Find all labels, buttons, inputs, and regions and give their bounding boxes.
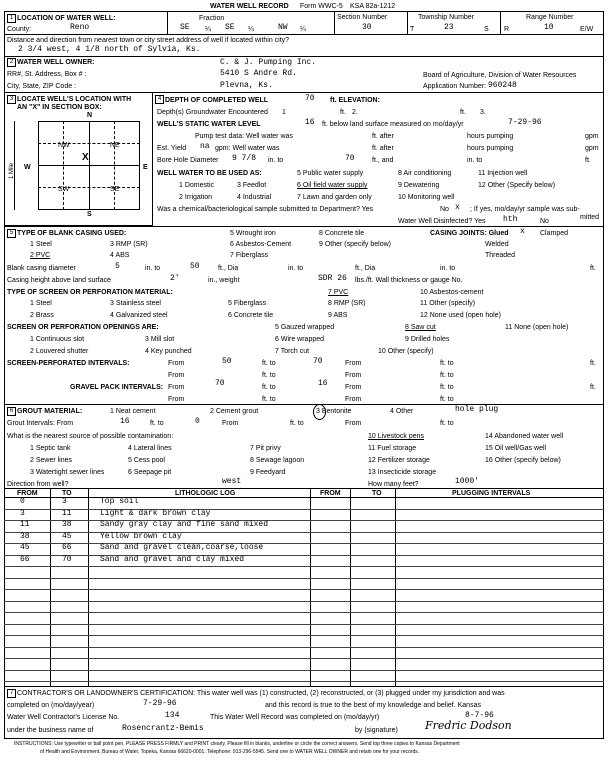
quad-ne: NE (110, 142, 120, 149)
casing-label: TYPE OF BLANK CASING USED: (17, 230, 127, 237)
fraction-label: Fraction (199, 15, 225, 22)
gp-from[interactable]: 70 (215, 379, 225, 388)
screen-11[interactable]: 11 Other (specify) (420, 300, 476, 307)
divider (407, 11, 408, 34)
compass-w: W (24, 164, 31, 171)
quarter-3: ¼ (300, 26, 306, 33)
log-from[interactable]: 0 (20, 497, 25, 506)
screen-label: TYPE OF SCREEN OR PERFORATION MATERIAL: (7, 289, 173, 296)
depth-label: DEPTH OF COMPLETED WELL (165, 97, 269, 104)
log-from[interactable]: 38 (20, 532, 30, 541)
log-header-from: FROM (17, 490, 38, 497)
section-1-number: 1 (7, 14, 16, 23)
divider (4, 497, 604, 498)
use-8[interactable]: 8 Air conditioning (398, 170, 452, 177)
screen-6[interactable]: 6 Concrete tile (228, 312, 274, 319)
gp-from-4-label: From (345, 396, 362, 403)
cont-3[interactable]: 3 Watertight sewer lines (30, 469, 105, 476)
divider (38, 143, 140, 144)
log-header-lithologic: LITHOLOGIC LOG (175, 490, 236, 497)
screen-1[interactable]: 1 Steel (30, 300, 52, 307)
casing-6[interactable]: 6 Asbestos-Cement (230, 241, 292, 248)
log-lithology[interactable]: Sandy gray clay and fine sand mixed (100, 520, 269, 529)
business-label: under the business name of (7, 727, 94, 734)
log-lithology[interactable]: Top soil (100, 497, 139, 506)
cont-2[interactable]: 2 Sewer lines (30, 457, 73, 464)
certification-text-2: and this record is true to the best of my knowledge and belief. Kansas (265, 702, 481, 709)
compass-n: N (87, 112, 93, 119)
screen-intervals-label: SCREEN-PERFORATED INTERVALS: (7, 360, 130, 367)
disinfected-value[interactable]: hth (503, 215, 518, 224)
gp-to-2-label: ft. to (440, 384, 454, 391)
log-row-line (4, 681, 604, 682)
use-9[interactable]: 9 Dewatering (398, 182, 440, 189)
use-7[interactable]: 7 Lawn and garden only (297, 194, 372, 201)
log-header-from-2: FROM (320, 490, 341, 497)
sp-to-3-label: ft. to (262, 372, 276, 379)
owner-address[interactable]: 5410 S Andre Rd. (220, 69, 297, 78)
sp-to[interactable]: 70 (313, 357, 323, 366)
board-label: Board of Agriculture, Division of Water Resources (423, 72, 577, 79)
opening-11[interactable]: 11 None (open hole) (505, 324, 569, 331)
record-completed-label: This Water Well Record was completed on (mo/day/yr) (210, 714, 380, 721)
yield-hours: hours pumping (467, 145, 514, 152)
divider (395, 488, 396, 686)
opening-10[interactable]: 10 Other (specify) (378, 348, 434, 355)
owner-city[interactable]: Plevna, Ks. (220, 81, 273, 90)
diam-dia: ft., Dia (218, 265, 239, 272)
divider (63, 121, 64, 210)
divider (114, 121, 115, 210)
divider (4, 34, 604, 35)
fraction-3[interactable]: NW (278, 23, 288, 32)
opening-6[interactable]: 6 Wire wrapped (275, 336, 325, 343)
cont-4[interactable]: 4 Lateral lines (128, 445, 172, 452)
signature[interactable]: Fredric Dodson (425, 719, 512, 732)
use-6-selected[interactable]: 6 Oil field water supply (297, 182, 368, 189)
quad-se: SE (110, 186, 120, 193)
bore-value[interactable]: 9 7/8 (232, 154, 257, 163)
direction-value[interactable]: west (222, 477, 242, 486)
section-5-number: 5 (7, 229, 16, 238)
divider (4, 488, 604, 489)
s3-label-1: LOCATE WELL'S LOCATION WITH (17, 96, 132, 103)
section-7-number: 7 (7, 689, 16, 698)
divider (4, 56, 604, 57)
township-value[interactable]: 23 (444, 23, 454, 32)
form-number: Form WWC-5 (300, 3, 343, 10)
log-header-plugging: PLUGGING INTERVALS (452, 490, 531, 497)
divider (88, 488, 89, 686)
chem-no: No (440, 206, 449, 213)
pump-after: ft. after (372, 133, 394, 140)
grout-from-2-label: From (222, 420, 239, 427)
groundwater-label: Depth(s) Groundwater Encountered (157, 109, 268, 116)
log-row-line (4, 658, 604, 659)
disinfected-label: Water Well Disinfected? Yes (398, 218, 486, 225)
grout-to-2-label: ft. to (290, 420, 304, 427)
grout-from[interactable]: 16 (120, 417, 130, 426)
completed-label: completed on (mo/day/year) (7, 702, 95, 709)
distance-value[interactable]: 2 3/4 west, 4 1/8 north of Sylvia, Ks. (18, 45, 201, 54)
screen-12[interactable]: 12 None used (open hole) (420, 312, 501, 319)
yield-gpm-2: gpm (585, 145, 599, 152)
diam-label: Blank casing diameter (7, 265, 76, 272)
application-number[interactable]: 960248 (488, 81, 517, 90)
s2-label: WATER WELL OWNER: (17, 59, 95, 66)
bore-label: Bore Hole Diameter (157, 157, 219, 164)
elevation-label: ft. ELEVATION: (330, 97, 380, 104)
s1-label: LOCATION OF WATER WELL: (17, 15, 116, 22)
opening-9[interactable]: 9 Drilled holes (405, 336, 450, 343)
divider (4, 404, 604, 405)
log-row-line (4, 635, 604, 636)
section-number-value[interactable]: 30 (362, 23, 372, 32)
mitted: mitted (580, 214, 600, 221)
sp-from-3-label: From (168, 372, 185, 379)
use-3[interactable]: 3 Feedlot (237, 182, 267, 189)
divider (4, 92, 604, 93)
wall-label: lbs./ft. Wall thickness or gauge No. (355, 277, 463, 284)
height-value[interactable]: 2' (170, 274, 180, 283)
range-r: R (504, 26, 510, 33)
cont-14[interactable]: 14 Abandoned water well (485, 433, 564, 440)
depth-value[interactable]: 70 (305, 94, 315, 103)
log-lithology[interactable]: Sand and gravel and clay mixed (100, 555, 245, 564)
grout-to[interactable]: 0 (195, 417, 200, 426)
bore-in-to: in. to (268, 157, 284, 164)
license-number[interactable]: 134 (165, 711, 180, 720)
township-t: T (410, 26, 415, 33)
instructions-line-2: of Health and Environment, Bureau of Water, Topeka, Kansas 66620-0001. Telephone: 913-296-5545. Send one to WATER WELL OWNER and retain one for your records. (40, 749, 420, 755)
diam-in-to-2: in. to (288, 265, 304, 272)
chem-tail: ; If yes, mo/day/yr sample was sub- (470, 206, 580, 213)
log-to[interactable]: 70 (62, 555, 72, 564)
cont-13[interactable]: 13 Insecticide storage (368, 469, 437, 476)
direction-label: Direction from well? (7, 481, 69, 488)
owner-name[interactable]: C. & J. Pumping Inc. (220, 58, 317, 67)
casing-4[interactable]: 4 ABS (110, 252, 130, 259)
log-to[interactable]: 3 (62, 497, 67, 506)
yield-after: ft. after (372, 145, 394, 152)
divider (4, 226, 604, 227)
joints-threaded: Threaded (485, 252, 515, 259)
log-row-line (4, 520, 604, 521)
sp-from[interactable]: 50 (222, 357, 232, 366)
grout-to-3-label: ft. to (440, 420, 454, 427)
casing-9[interactable]: 9 Other (specify below) (319, 241, 391, 248)
sp-ft: ft. (590, 360, 596, 367)
license-label: Water Well Contractor's License No. (7, 714, 120, 721)
gw-3: 3. (480, 109, 486, 116)
gw-ft-2: ft. (460, 109, 466, 116)
cont-1[interactable]: 1 Septic tank (30, 445, 71, 452)
sp-from-2-label: From (345, 360, 362, 367)
gp-to[interactable]: 16 (318, 379, 328, 388)
opening-5[interactable]: 5 Gauzed wrapped (275, 324, 335, 331)
casing-5[interactable]: 5 Wrought iron (230, 230, 276, 237)
gw-ft-1: ft. (340, 109, 346, 116)
section-2-number: 2 (7, 58, 16, 67)
section-6-number: 6 (7, 407, 16, 416)
casing-8[interactable]: 8 Concrete tile (319, 230, 365, 237)
log-from[interactable]: 45 (20, 543, 30, 552)
disinfected-no: No (540, 218, 549, 225)
cont-5[interactable]: 5 Cess pool (128, 457, 165, 464)
log-lithology[interactable]: Sand and gravel clean,coarse,loose (100, 543, 264, 552)
diam-in-to: in. to (145, 265, 161, 272)
county-label: County: (7, 26, 32, 33)
log-to[interactable]: 38 (62, 520, 72, 529)
yield-label: Est. Yield (157, 145, 187, 152)
cont-8[interactable]: 8 Sewage lagoon (250, 457, 305, 464)
divider (38, 187, 140, 188)
cont-7[interactable]: 7 Pit privy (250, 445, 281, 452)
range-value[interactable]: 10 (544, 23, 554, 32)
city-label: City, State, ZIP Code : (7, 83, 76, 90)
log-row-line (4, 624, 604, 625)
quad-nw: NW (58, 142, 70, 149)
ksa-reference: KSA 82a-1212 (350, 3, 396, 10)
divider (152, 92, 153, 225)
gw-2: 2. (352, 109, 358, 116)
log-lithology[interactable]: Yellow brown clay (100, 532, 182, 541)
yield-gpm: gpm: Well water was (215, 145, 280, 152)
casing-weight[interactable]: SDR 26 (318, 274, 347, 283)
divider (334, 11, 335, 34)
divider (50, 488, 51, 686)
log-header-to: TO (62, 490, 72, 497)
grout-label: GROUT MATERIAL: (17, 408, 83, 415)
log-row-line (4, 589, 604, 590)
pump-gpm: gpm (585, 133, 599, 140)
grout-2[interactable]: 2 Cement grout (210, 408, 259, 415)
joints-welded: Welded (485, 241, 509, 248)
grout-other-value[interactable]: hole plug (455, 405, 499, 414)
log-from[interactable]: 11 (20, 520, 30, 529)
gp-from-label: From (168, 384, 185, 391)
cont-6[interactable]: 6 Seepage pit (128, 469, 172, 476)
log-header-to-2: TO (372, 490, 382, 497)
opening-3[interactable]: 3 Mill slot (145, 336, 175, 343)
opening-7[interactable]: 7 Torch cut (275, 348, 310, 355)
log-row-line (4, 647, 604, 648)
use-12[interactable]: 12 Other (Specify below) (478, 182, 556, 189)
quad-sw: SW (58, 186, 70, 193)
pump-label: Pump test data: Well water was (195, 133, 293, 140)
use-10[interactable]: 10 Monitoring well (398, 194, 455, 201)
use-11[interactable]: 11 Injection well (478, 170, 528, 177)
use-4[interactable]: 4 Industrial (237, 194, 272, 201)
static-date[interactable]: 7-29-96 (508, 118, 542, 127)
form-title: WATER WELL RECORD (210, 3, 289, 10)
sp-from-4-label: From (345, 372, 362, 379)
divider (4, 686, 604, 687)
opening-2[interactable]: 2 Louvered shutter (30, 348, 89, 355)
log-row-line (4, 532, 604, 533)
use-2[interactable]: 2 Irrigation (179, 194, 213, 201)
screen-5[interactable]: 5 Fiberglass (228, 300, 267, 307)
divider (310, 488, 311, 686)
cont-12[interactable]: 12 Fertilizer storage (368, 457, 430, 464)
gp-from-3-label: From (168, 396, 185, 403)
cont-15[interactable]: 15 Oil well/Gas well (485, 445, 547, 452)
diam-in-to-3: in. to (440, 265, 456, 272)
diam-ft: ft. (590, 265, 596, 272)
range-ew: E/W (580, 26, 594, 33)
yield-value[interactable]: na (200, 142, 210, 151)
bore-ft: ft. (585, 157, 591, 164)
well-location-mark[interactable]: X (82, 152, 89, 163)
sp-to-label: ft. to (262, 360, 276, 367)
casing-2-selected[interactable]: 2 PVC (30, 252, 51, 259)
section-number-label: Section Number (337, 14, 388, 21)
log-row-line (4, 578, 604, 579)
joints-label: CASING JOINTS: Glued (430, 230, 509, 237)
completed-date[interactable]: 7-29-96 (143, 699, 177, 708)
log-row-line (4, 612, 604, 613)
address-label: RR#, St. Address, Box # : (7, 71, 87, 78)
divider (167, 11, 168, 34)
chem-label: Was a chemical/bacteriological sample submitted to Department? Yes (157, 206, 374, 213)
gravel-label: GRAVEL PACK INTERVALS: (70, 384, 164, 391)
static-value[interactable]: 16 (305, 118, 315, 127)
cont-10-selected[interactable]: 10 Livestock pens (368, 433, 425, 440)
township-label: Township Number (418, 14, 475, 21)
use-label: WELL WATER TO BE USED AS: (157, 170, 262, 177)
signature-label: by (signature) (355, 727, 398, 734)
business-name[interactable]: Rosencrantz-Bemis (122, 724, 204, 733)
range-label: Range Number (526, 14, 574, 21)
use-1[interactable]: 1 Domestic (179, 182, 215, 189)
bore-in-to-2: in. to (467, 157, 483, 164)
sp-to-2-label: ft. to (440, 360, 454, 367)
static-tail: ft. below land surface measured on mo/day/yr (322, 121, 464, 128)
opening-8-selected[interactable]: 8 Saw cut (405, 324, 436, 331)
screen-7-selected[interactable]: 7 PVC (328, 289, 349, 296)
joints-x[interactable]: x (520, 227, 525, 236)
fraction-2[interactable]: SE (225, 23, 235, 32)
screen-2[interactable]: 2 Brass (30, 312, 54, 319)
compass-e: E (143, 164, 148, 171)
log-lithology[interactable]: Light & dark brown clay (100, 509, 211, 518)
use-5[interactable]: 5 Public water supply (297, 170, 364, 177)
log-row-line (4, 670, 604, 671)
grout-3-selected[interactable]: 3 Bentonite (316, 408, 352, 415)
log-row-line (4, 601, 604, 602)
grout-intervals-label: Grout Intervals: From (7, 420, 74, 427)
gw-1: 1 (282, 109, 286, 116)
divider (350, 488, 351, 686)
section-3-number: 3 (7, 95, 16, 104)
certification-text-1: CONTRACTOR'S OR LANDOWNER'S CERTIFICATION: This water well was (1) constructed, (2) reconstructed, or (3) plugged under my jurisdiction and was (17, 690, 505, 697)
chem-x[interactable]: x (455, 203, 460, 212)
grout-from-3-label: From (345, 420, 362, 427)
casing-1[interactable]: 1 Steel (30, 241, 52, 248)
pump-hours: hours pumping (467, 133, 514, 140)
feet-value[interactable]: 1000' (455, 477, 480, 486)
application-label: Application Number: (423, 83, 487, 90)
record-completed-date[interactable]: 8-7-96 (465, 711, 494, 720)
township-s: S (484, 26, 489, 33)
cont-11[interactable]: 11 Fuel storage (368, 445, 417, 452)
diam-dia-2: ft., Dia (355, 265, 376, 272)
openings-label: SCREEN OR PERFORATION OPENINGS ARE: (7, 324, 159, 331)
log-row-line (4, 543, 604, 544)
gp-to-label: ft. to (262, 384, 276, 391)
gp-ft: ft. (590, 384, 596, 391)
opening-1[interactable]: 1 Continuous slot (30, 336, 85, 343)
height-weight: in., weight (208, 277, 240, 284)
grout-1[interactable]: 1 Neat cement (110, 408, 156, 415)
log-row-line (4, 555, 604, 556)
contamination-label: What is the nearest source of possible contamination: (7, 433, 174, 440)
diam-value[interactable]: 5 (115, 262, 120, 271)
log-to[interactable]: 45 (62, 532, 72, 541)
county-value[interactable]: Reno (70, 23, 90, 32)
fraction-1[interactable]: SE (180, 23, 190, 32)
opening-4[interactable]: 4 Key punched (145, 348, 192, 355)
screen-9[interactable]: 9 ABS (328, 312, 348, 319)
height-label: Casing height above land surface (7, 277, 111, 284)
sp-from-label: From (168, 360, 185, 367)
sp-to-4-label: ft. to (440, 372, 454, 379)
screen-8[interactable]: 8 RMP (SR) (328, 300, 366, 307)
log-to[interactable]: 11 (62, 509, 72, 518)
grout-to-label: ft. to (150, 420, 164, 427)
quarter-2: ¼ (248, 26, 254, 33)
static-label: WELL'S STATIC WATER LEVEL (157, 121, 261, 128)
section-4-number: 4 (155, 95, 164, 104)
log-from[interactable]: 3 (20, 509, 25, 518)
cont-16[interactable]: 16 Other (specify below) (485, 457, 561, 464)
gp-to-4-label: ft. to (440, 396, 454, 403)
bore-and: ft., and (372, 157, 394, 164)
log-row-line (4, 566, 604, 567)
instructions-line-1: INSTRUCTIONS: Use typewriter or ball point pen. PLEASE PRESS FIRMLY and PRINT clearly. Please fill in blanks, underline or circle the correct answers. Send top three copies to Kansas Department (14, 741, 460, 747)
joints-clamped: Clamped (540, 230, 569, 237)
screen-3[interactable]: 3 Stainless steel (110, 300, 161, 307)
casing-3[interactable]: 3 RMP (SR) (110, 241, 148, 248)
quarter-1: ¼ (205, 26, 211, 33)
divider (89, 121, 90, 210)
feet-label: How many feet? (368, 481, 419, 488)
compass-s: S (87, 211, 92, 218)
log-row-line (4, 509, 604, 510)
screen-4[interactable]: 4 Galvanized steel (110, 312, 168, 319)
mile-label: 1 Mile (9, 162, 16, 180)
bore-to-value[interactable]: 70 (345, 154, 355, 163)
distance-label: Distance and direction from nearest town or city street address of well if located within city? (7, 37, 290, 44)
screen-10[interactable]: 10 Asbestos-cement (420, 289, 484, 296)
divider (500, 11, 501, 34)
cont-9[interactable]: 9 Feedyard (250, 469, 286, 476)
log-from[interactable]: 66 (20, 555, 30, 564)
log-to[interactable]: 66 (62, 543, 72, 552)
s3-label-2: AN "X" IN SECTION BOX: (17, 104, 102, 111)
grout-4[interactable]: 4 Other (390, 408, 414, 415)
casing-7[interactable]: 7 Fiberglass (230, 252, 269, 259)
gp-to-3-label: ft. to (262, 396, 276, 403)
gp-from-2-label: From (345, 384, 362, 391)
diam-to[interactable]: 50 (190, 262, 200, 271)
